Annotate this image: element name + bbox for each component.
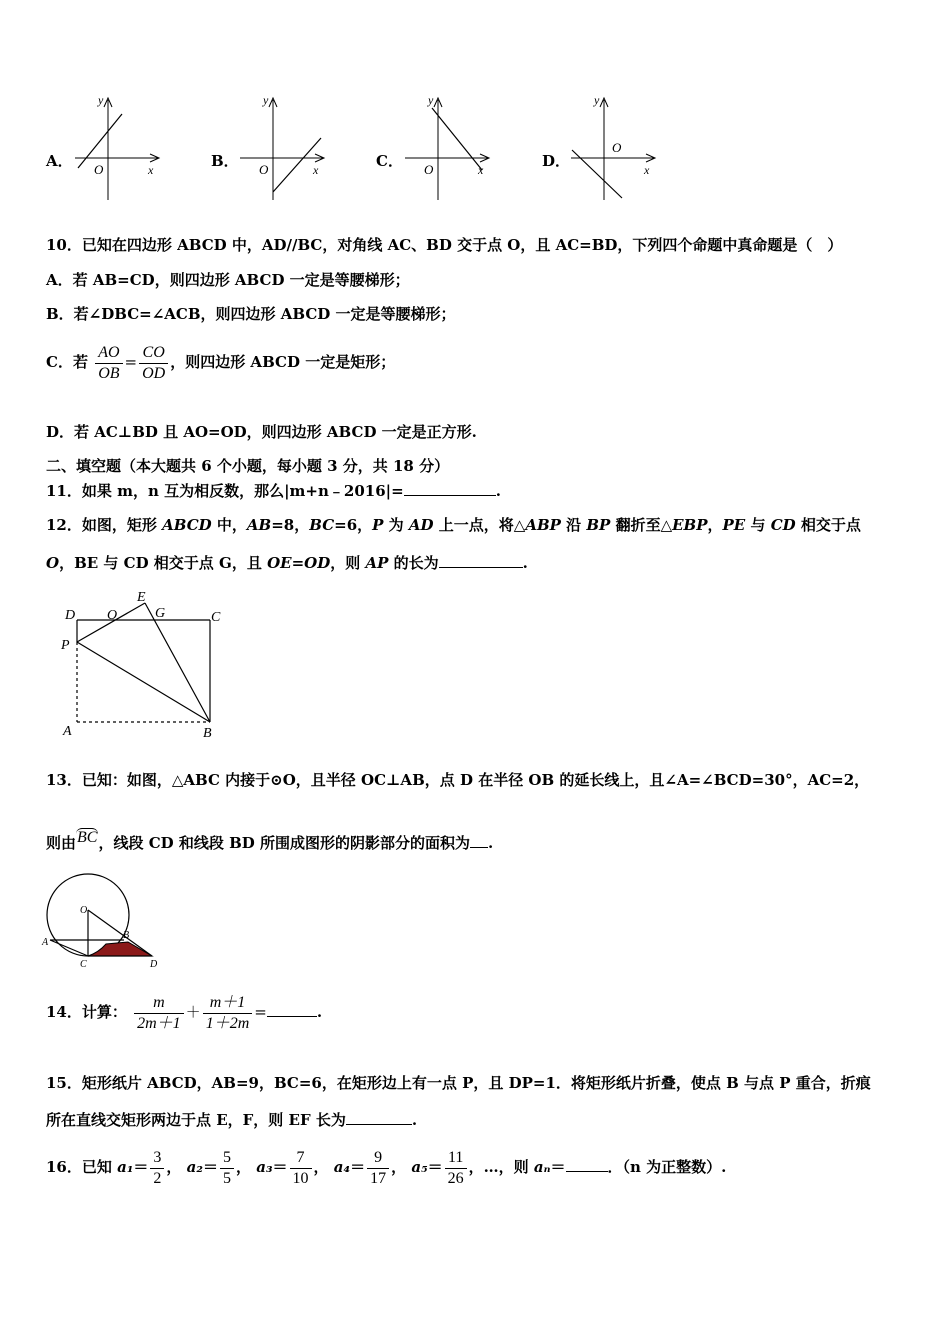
answer-blank[interactable] <box>439 567 523 568</box>
q10-c-suffix: ，则四边形 ABCD 一定是矩形； <box>170 353 396 371</box>
q14: 14．计算： $\frac{m}{2m+1}$ ＋ $\frac{m+1}{1+2m}$ = . <box>46 993 323 1032</box>
section-heading: 二、填空题（本大题共 6 个小题，每小题 3 分，共 18 分） <box>46 457 450 475</box>
axis-x-label: x <box>478 163 484 177</box>
fraction-a1: $\frac{3}{2}$ <box>150 1148 164 1189</box>
q10-option-b: B．若∠DBC=∠ACB，则四边形 ABCD 一定是等腰梯形； <box>46 305 456 323</box>
answer-blank[interactable] <box>267 1016 317 1017</box>
fraction-co-od <box>139 343 168 384</box>
fraction-m-plus-1-over-1-plus-2m: $\frac{m+1}{1+2m}$ <box>203 993 253 1034</box>
q11-end: . <box>495 482 501 500</box>
point-b-label: B <box>123 930 130 941</box>
point-p-label: P <box>61 638 70 653</box>
fraction-m-over-2m-plus-1: $\frac{m}{2m+1}$ <box>134 993 184 1034</box>
graph-b <box>235 90 335 205</box>
origin-label: O <box>612 140 622 155</box>
answer-blank[interactable] <box>404 495 496 496</box>
point-e-label: E <box>137 590 146 605</box>
fraction-denominator: OD <box>142 364 166 382</box>
point-b-label: B <box>203 726 212 741</box>
answer-blank[interactable] <box>346 1124 412 1125</box>
point-c-label: C <box>80 959 87 970</box>
q13-circle-figure <box>40 870 170 975</box>
q11-text: 11．如果 m，n 互为相反数，那么|m+n﹣2016|= <box>46 482 404 500</box>
graph-d <box>566 90 666 205</box>
point-g-label: G <box>155 606 166 621</box>
fraction-numerator: AO <box>95 343 122 364</box>
q16: 16．已知 a₁＝ $\frac{3}{2}$ ， a₂＝ $\frac{5}{5}$ ， a₃＝ $\frac{7}{10}$ ， a₄＝ $\frac{9}{17}$ ， a₅＝ $\frac{11}{26}$ ，…，则 aₙ＝ ．（n 为正整数）. <box>46 1148 727 1187</box>
q10-option-c <box>46 338 395 386</box>
q10-c-prefix: C．若 <box>46 353 88 371</box>
answer-blank[interactable] <box>566 1171 608 1172</box>
q12-line2: O，BE 与 CD 相交于点 G，且 OE=OD，则 AP 的长为 . <box>46 554 528 572</box>
option-b-label: B． <box>211 152 239 170</box>
q15-line2: 所在直线交矩形两边于点 E，F，则 EF 长为 . <box>46 1111 418 1129</box>
equals-sign: = <box>124 353 138 371</box>
axis-x-label: x <box>313 163 319 177</box>
axis-y-label: y <box>594 93 600 107</box>
q10-option-d: D．若 AC⊥BD 且 AO=OD，则四边形 ABCD 一定是正方形. <box>46 423 477 441</box>
fraction-ao-ob <box>95 343 122 384</box>
point-c-label: C <box>211 610 221 625</box>
fraction-a3: $\frac{7}{10}$ <box>290 1148 312 1189</box>
fraction-a4: $\frac{9}{17}$ <box>367 1148 389 1189</box>
axis-y-label: y <box>263 93 269 107</box>
q11 <box>46 481 501 501</box>
origin-label: O <box>424 162 434 177</box>
origin-label: O <box>259 162 269 177</box>
point-o-label: O <box>107 608 118 623</box>
q13-line2: 则由BC，线段 CD 和线段 BD 所围成图形的阴影部分的面积为 . <box>46 829 494 852</box>
option-c-label: C． <box>376 152 403 170</box>
q13-line1: 13．已知：如图，△ABC 内接于⊙O，且半径 OC⊥AB，点 D 在半径 OB 的延长线上，且∠A=∠BCD=30°，AC=2， <box>46 771 870 789</box>
origin-label: O <box>94 162 104 177</box>
point-d-label: D <box>150 959 158 970</box>
axis-x-label: x <box>644 163 650 177</box>
point-a-label: A <box>42 937 49 948</box>
fraction-denominator: OB <box>98 364 120 382</box>
axis-x-label: x <box>148 163 154 177</box>
graph-c <box>400 90 500 205</box>
option-a-label: A． <box>46 152 73 170</box>
fraction-numerator: CO <box>139 343 168 364</box>
point-a-label: A <box>63 724 72 739</box>
arc-bc: BC <box>77 829 98 846</box>
q12-line1: 12．如图，矩形 ABCD 中，AB=8，BC=6，P 为 AD 上一点，将△ABP 沿 BP 翻折至△EBP，PE 与 CD 相交于点 <box>46 516 861 534</box>
q10-option-a: A．若 AB=CD，则四边形 ABCD 一定是等腰梯形； <box>46 271 410 289</box>
q9-options <box>0 90 950 210</box>
fraction-a2: $\frac{5}{5}$ <box>220 1148 234 1189</box>
axis-y-label: y <box>428 93 434 107</box>
graph-a <box>70 90 170 205</box>
axis-y-label: y <box>98 93 104 107</box>
point-o-label: O <box>80 905 88 916</box>
option-d-label: D． <box>542 152 571 170</box>
answer-blank[interactable] <box>470 847 488 848</box>
fraction-a5: $\frac{11}{26}$ <box>445 1148 467 1189</box>
q15-line1: 15．矩形纸片 ABCD，AB=9，BC=6，在矩形边上有一点 P，且 DP=1．将矩形纸片折叠，使点 B 与点 P 重合，折痕 <box>46 1074 871 1092</box>
point-d-label: D <box>65 608 76 623</box>
q12-rectangle-figure <box>55 585 235 745</box>
q10-stem: 10．已知在四边形 ABCD 中，AD//BC，对角线 AC、BD 交于点 O，且 AC=BD，下列四个命题中真命题是（ ） <box>46 236 843 254</box>
